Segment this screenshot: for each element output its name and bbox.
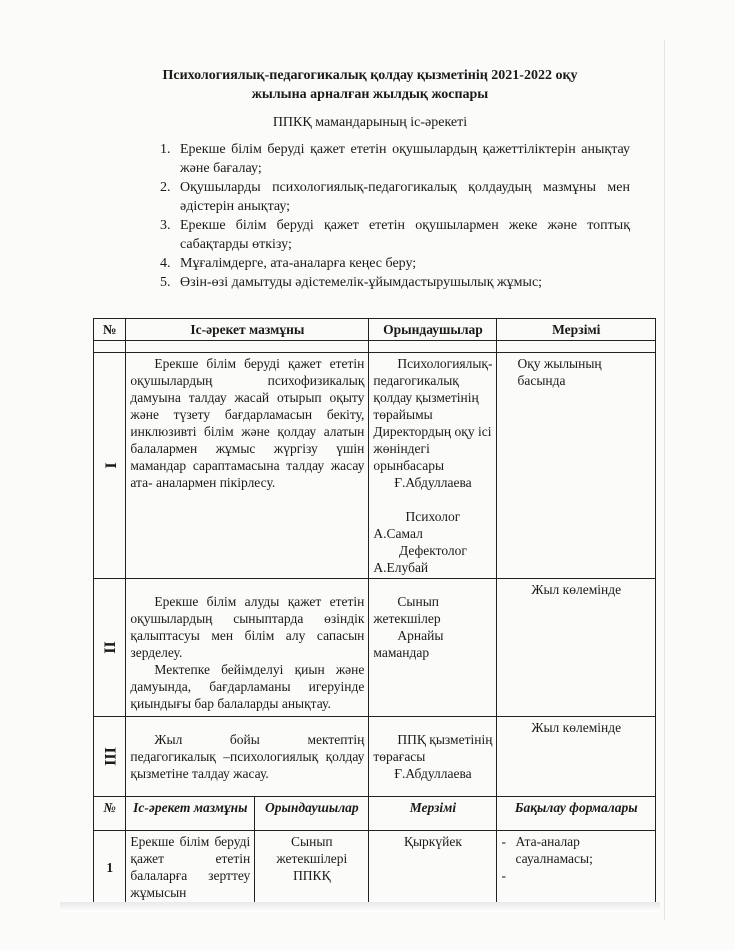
goal-item: 5. Өзін-өзі дамытуды әдістемелік-ұйымдастырушылық жұмыс;	[160, 275, 543, 290]
row-executors: Психологиялық-педагогикалық қолдау қызметінің төрайымы Директордың оқу ісі жөніндегі орынбасары Ғ.Абдуллаева Психолог А.Самал Дефектолог А.Елубай	[369, 353, 497, 579]
header-content: Іс-әрекет мазмұны	[126, 319, 369, 341]
row-number: II	[94, 579, 126, 717]
row-content: Ерекше білім алуды қажет ететін оқушылардың сыныптарда өзіндік қалыптасуы мен білім алу сапасын зерделеу. Мектепке бейімделуі қиын және дамуында, бағдарламаны игеруінде қиындығы бар балаларды анықтау.	[126, 579, 369, 717]
header2-content: Іс-әрекет мазмұны	[126, 797, 255, 831]
table-row	[94, 353, 656, 579]
table-spacer-row	[94, 341, 656, 353]
goal-item: 2. Оқушыларды психологиялық-педагогикалық қолдаудың мазмұны мен әдістерін анықтау;	[160, 180, 630, 214]
table-row	[94, 717, 656, 797]
table-row	[94, 579, 656, 717]
header2-deadline: Мерзімі	[369, 797, 497, 831]
row-control: - Ата-аналар сауалнамасы; -	[497, 831, 656, 904]
row-number: III	[94, 717, 126, 797]
header2-num: №	[94, 797, 126, 831]
document-title: Психологиялық-педагогикалық қолдау қызметінің 2021-2022 оқу жылына арналған жылдық жоспары	[162, 68, 578, 102]
row-executors: ППҚ қызметінің төрағасы Ғ.Абдуллаева	[369, 717, 497, 797]
document-subtitle: ППКҚ мамандарының іс-әрекеті	[272, 115, 468, 130]
table2-header-row	[94, 797, 656, 831]
table-row	[94, 831, 656, 904]
row-content: Ерекше білім беруді қажет ететін оқушылардың психофизикалық дамуына талдау жасай отырып оқыту және түзету бағдарламасын бекіту, инклюзивті білім және қолдау алатын балалармен жұмыс жүргізу үшін мамандар сараптамасына талдау жасау ата- аналармен пікірлесу.	[126, 353, 369, 579]
header-deadline: Мерзімі	[497, 319, 656, 341]
goal-item: 3. Ерекше білім беруді қажет ететін оқушылармен жеке және топтық сабақтарды өткізу;	[160, 218, 630, 252]
header2-control: Бақылау формалары	[497, 797, 656, 831]
goals-list	[160, 140, 630, 292]
goal-item: 1. Ерекше білім беруді қажет ететін оқушылардың қажеттіліктерін анықтау және бағалау;	[160, 142, 630, 176]
goal-item: 4. Мұғалімдерге, ата-аналарға кеңес беру;	[160, 256, 417, 271]
row-deadline: Қыркүйек	[369, 831, 497, 904]
row-content: Ерекше білім беруді қажет ететін балаларға зерттеу жұмысын	[126, 831, 255, 904]
row-deadline: Жыл көлемінде	[497, 579, 656, 717]
header-num: №	[94, 319, 126, 341]
header-executors: Орындаушылар	[369, 319, 497, 341]
row-deadline: Жыл көлемінде	[497, 717, 656, 797]
scan-bottom-edge	[60, 902, 660, 912]
row-number: 1	[94, 831, 126, 904]
row-executors: Сынып жетекшілері ППКҚ	[255, 831, 369, 904]
page-edge	[664, 40, 665, 920]
table-header-row	[94, 319, 656, 341]
header2-executors: Орындаушылар	[255, 797, 369, 831]
row-executors: Сынып жетекшілер Арнайы мамандар	[369, 579, 497, 717]
row-deadline: Оқу жылының басында	[497, 353, 656, 579]
row-number: I	[94, 353, 126, 579]
row-content: Жыл бойы мектептің педагогикалық –психологиялық қолдау қызметіне талдау жасау.	[126, 717, 369, 797]
plan-table	[93, 318, 656, 904]
